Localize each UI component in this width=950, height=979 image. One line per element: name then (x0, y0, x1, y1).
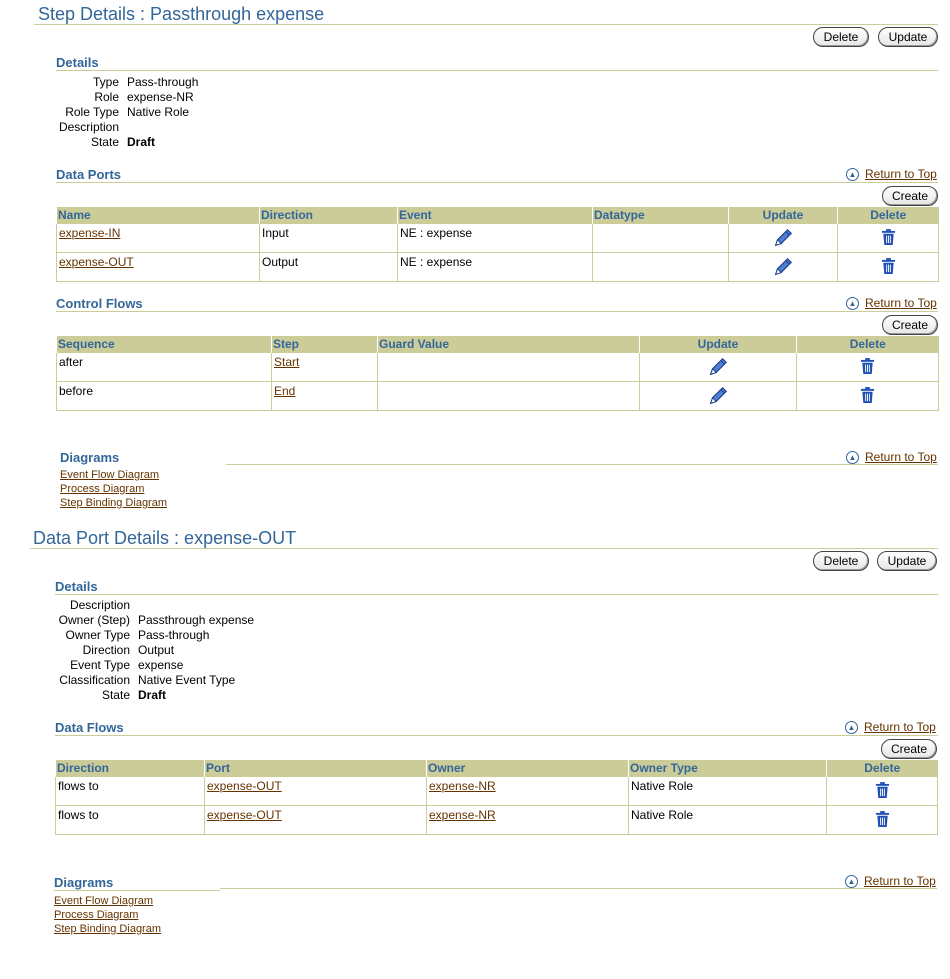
process-diagram-link[interactable]: Process Diagram (60, 483, 145, 495)
return-to-top-link[interactable]: Return to Top (864, 720, 936, 734)
step-delete-button[interactable]: Delete (813, 27, 869, 47)
detail-label: Classification (59, 673, 130, 687)
detail-label: Role (94, 90, 119, 104)
control-flows-table (56, 336, 939, 411)
port-datatype (593, 224, 729, 253)
step-update-button[interactable]: Update (878, 27, 938, 47)
column-header: Delete (797, 336, 939, 353)
detail-label: Type (92, 75, 119, 89)
detail-value: expense (138, 658, 184, 672)
detail-label: Owner (Step) (58, 613, 130, 627)
data-flows-return-to-top[interactable] (845, 720, 936, 734)
detail-value: Native Role (127, 105, 190, 119)
port-details-heading: Details (55, 579, 98, 594)
detail-label: Owner Type (65, 628, 130, 642)
column-header: Datatype (593, 207, 729, 224)
control-flows-heading: Control Flows (56, 296, 143, 311)
return-to-top-icon: ▲ (845, 875, 858, 888)
pencil-icon[interactable] (707, 385, 729, 407)
port-title-divider (30, 548, 938, 549)
column-header: Step (272, 336, 378, 353)
column-header: Event (398, 207, 593, 224)
detail-label: Description (69, 598, 130, 612)
detail-label: State (90, 135, 119, 149)
column-header: Guard Value (378, 336, 640, 353)
port-direction: Input (260, 224, 398, 253)
detail-value: expense-NR (127, 90, 194, 104)
trash-icon[interactable] (860, 358, 875, 375)
column-header: Sequence (57, 336, 272, 353)
flow-sequence: before (57, 382, 272, 411)
return-to-top-link[interactable]: Return to Top (864, 874, 936, 888)
pencil-icon[interactable] (772, 227, 794, 249)
column-header: Update (640, 336, 797, 353)
table-header-row (57, 336, 939, 353)
step-details-list (54, 75, 198, 150)
return-to-top-icon: ▲ (846, 297, 859, 310)
port-diagrams-underline (54, 890, 220, 891)
detail-value: Output (138, 643, 175, 657)
flow-owner-link[interactable]: expense-NR (429, 779, 496, 793)
detail-value: Native Event Type (138, 673, 236, 687)
step-diagrams-divider (226, 464, 938, 465)
data-flows-divider (55, 735, 938, 736)
flow-step-link[interactable]: End (274, 384, 296, 398)
trash-icon[interactable] (875, 811, 890, 828)
table-header-row (57, 207, 939, 224)
return-to-top-link[interactable]: Return to Top (865, 296, 937, 310)
port-details-divider (55, 594, 938, 595)
detail-label: Description (58, 120, 119, 134)
step-details-divider (56, 70, 938, 71)
column-header: Delete (827, 760, 938, 777)
control-flows-create-button[interactable]: Create (882, 315, 938, 335)
return-to-top-icon: ▲ (845, 721, 858, 734)
step-diagram-links (60, 468, 167, 510)
pencil-icon[interactable] (772, 256, 794, 278)
column-header: Port (205, 760, 427, 777)
data-flows-table (55, 760, 938, 835)
state-value: Draft (138, 688, 167, 702)
return-to-top-link[interactable]: Return to Top (865, 167, 937, 181)
column-header: Owner (427, 760, 629, 777)
column-header: Name (57, 207, 260, 224)
column-header: Direction (56, 760, 205, 777)
port-diagrams-heading: Diagrams (54, 875, 114, 890)
port-delete-button[interactable]: Delete (813, 551, 869, 571)
flow-guard (378, 382, 640, 411)
trash-icon[interactable] (881, 258, 896, 275)
port-update-button[interactable]: Update (877, 551, 937, 571)
flow-port-link[interactable]: expense-OUT (207, 779, 282, 793)
state-value: Draft (127, 135, 156, 149)
event-flow-diagram-link[interactable]: Event Flow Diagram (54, 895, 154, 907)
trash-icon[interactable] (875, 782, 890, 799)
table-row (57, 224, 939, 253)
port-event: NE : expense (398, 253, 593, 282)
port-name-link[interactable]: expense-IN (59, 226, 121, 240)
table-row (57, 253, 939, 282)
port-diagrams-return-to-top[interactable] (845, 874, 936, 888)
data-ports-return-to-top[interactable] (846, 167, 937, 181)
data-ports-create-button[interactable]: Create (882, 186, 938, 206)
data-ports-divider (56, 182, 938, 183)
detail-label: Direction (82, 643, 130, 657)
flow-owner-type: Native Role (629, 777, 827, 806)
table-row (56, 806, 938, 835)
step-diagrams-return-to-top[interactable] (846, 450, 937, 464)
column-header: Update (729, 207, 838, 224)
data-flows-create-button[interactable]: Create (881, 739, 937, 759)
pencil-icon[interactable] (707, 356, 729, 378)
flow-direction: flows to (56, 777, 205, 806)
port-event: NE : expense (398, 224, 593, 253)
trash-icon[interactable] (860, 387, 875, 404)
detail-label: Event Type (70, 658, 130, 672)
step-details-heading: Details (56, 55, 99, 70)
flow-sequence: after (57, 353, 272, 382)
detail-label: Role Type (65, 105, 119, 119)
detail-value: Pass-through (138, 628, 210, 642)
step-title-divider (34, 24, 938, 25)
detail-value: Pass-through (127, 75, 199, 89)
control-flows-divider (56, 311, 938, 312)
step-page-title: Step Details : Passthrough expense (38, 4, 325, 24)
port-datatype (593, 253, 729, 282)
flow-direction: flows to (56, 806, 205, 835)
port-details-list (53, 598, 254, 703)
step-diagrams-heading: Diagrams (60, 450, 120, 465)
trash-icon[interactable] (881, 229, 896, 246)
column-header: Delete (838, 207, 939, 224)
port-diagrams-divider (220, 888, 937, 889)
port-page-title: Data Port Details : expense-OUT (33, 528, 297, 548)
return-to-top-link[interactable]: Return to Top (865, 450, 937, 464)
flow-owner-link[interactable]: expense-NR (429, 808, 496, 822)
port-direction: Output (260, 253, 398, 282)
port-diagram-links (54, 894, 161, 936)
process-diagram-link[interactable]: Process Diagram (54, 909, 139, 921)
detail-label: State (101, 688, 130, 702)
table-row (56, 777, 938, 806)
table-row (57, 382, 939, 411)
table-header-row (56, 760, 938, 777)
data-ports-heading: Data Ports (56, 167, 122, 182)
table-row (57, 353, 939, 382)
flow-step-link[interactable]: Start (274, 355, 300, 369)
return-to-top-icon: ▲ (846, 451, 859, 464)
control-flows-return-to-top[interactable] (846, 296, 937, 310)
return-to-top-icon: ▲ (846, 168, 859, 181)
detail-value: Passthrough expense (138, 613, 255, 627)
flow-owner-type: Native Role (629, 806, 827, 835)
event-flow-diagram-link[interactable]: Event Flow Diagram (60, 469, 160, 481)
data-ports-table (56, 207, 939, 282)
port-name-link[interactable]: expense-OUT (59, 255, 134, 269)
step-binding-diagram-link[interactable]: Step Binding Diagram (60, 497, 168, 509)
flow-guard (378, 353, 640, 382)
data-flows-heading: Data Flows (55, 720, 124, 735)
column-header: Direction (260, 207, 398, 224)
flow-port-link[interactable]: expense-OUT (207, 808, 282, 822)
column-header: Owner Type (629, 760, 827, 777)
step-binding-diagram-link[interactable]: Step Binding Diagram (54, 923, 162, 935)
